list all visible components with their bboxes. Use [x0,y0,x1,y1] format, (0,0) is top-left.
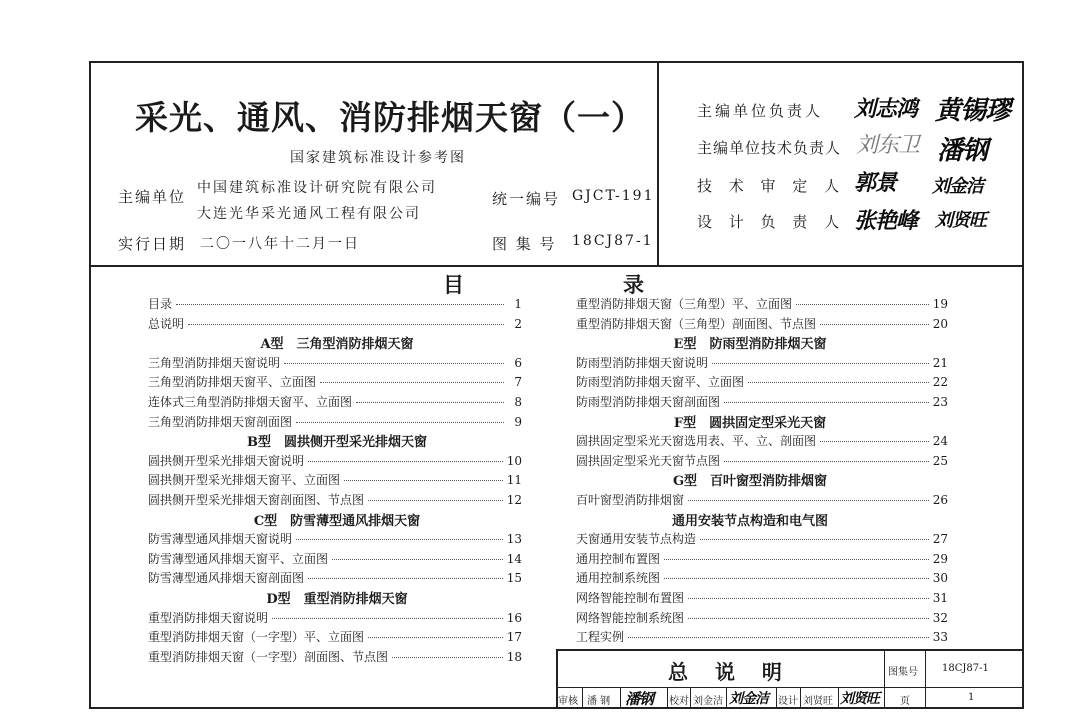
toc-entry-page: 22 [932,375,948,390]
signature: 刘贤旺 [935,210,986,231]
toc-entry-page: 13 [506,532,522,547]
toc-entry[interactable] [576,374,948,390]
toc-entry[interactable] [148,296,522,312]
toc-entry-page: 25 [932,453,948,468]
signature: 黄锡璆 [935,96,1011,126]
toc-entry[interactable] [576,355,948,371]
toc-entry-title: 百叶窗型消防排烟窗 [576,493,685,507]
toc-leader-dots [688,500,929,501]
toc-entry[interactable] [576,316,948,332]
toc-entry-title: 重型消防排烟天窗（三角型）剖面图、节点图 [576,316,817,331]
toc-leader-dots [628,637,929,638]
toc-leader-dots [820,324,929,325]
toc-entry-page: 17 [506,630,522,645]
toc-entry-title: 防雪薄型通风排烟天窗剖面图 [148,571,305,586]
toc-entry-title: 圆拱固定型采光天窗节点图 [576,453,721,468]
toc-entry-page: 33 [932,630,948,645]
drawing-name: 总 说 明 [668,660,792,684]
page-label: 页 [900,696,910,707]
toc-leader-dots [664,559,929,560]
toc-entry[interactable] [576,629,948,645]
toc-entry-title: 连体式三角型消防排烟天窗平、立面图 [148,395,353,409]
toc-leader-dots [700,539,929,540]
toc-entry-page: 10 [506,453,522,468]
toc-entry-page: 26 [932,493,948,507]
toc-leader-dots [664,578,929,579]
signature: 郭景 [854,170,897,196]
toc-entry-title: 重型消防排烟天窗说明 [148,610,269,625]
serial-value: GJCT-191 [572,188,655,204]
toc-leader-dots [188,324,504,325]
toc-entry[interactable] [148,355,522,371]
toc-entry-page: 21 [932,355,948,370]
atlas-label: 图 集 号 [492,235,557,253]
toc-entry-page: 6 [514,355,522,370]
toc-leader-dots [368,500,503,501]
toc-entry-page: 11 [506,473,522,488]
toc-entry-page: 29 [932,551,948,566]
toc-entry[interactable] [148,394,522,410]
toc-leader-dots [296,422,504,423]
editor-label: 主编单位 [118,188,187,206]
toc-entry-title: 重型消防排烟天窗（一字型）剖面图、节点图 [148,649,389,664]
date-label: 实行日期 [118,235,187,253]
toc-leader-dots [688,618,929,619]
toc-entry-page: 15 [506,571,522,586]
atlas-value: 18CJ87-1 [572,233,654,249]
page-value: 1 [968,692,975,703]
toc-leader-dots [308,578,503,579]
tb-atlas-label: 图集号 [888,667,918,678]
toc-entry-page: 27 [932,532,948,547]
header-vertical-divider [657,61,659,267]
resp-label: 技 术 审 定 人 [697,177,846,195]
toc-entry-page: 30 [932,571,948,586]
toc-entry-title: 圆拱侧开型采光排烟天窗剖面图、节点图 [148,493,365,507]
toc-entry-page: 31 [932,591,948,605]
toc-entry-title: 工程实例 [576,630,625,645]
toc-entry[interactable] [148,374,522,390]
toc-leader-dots [356,402,504,403]
toc-leader-dots [392,657,503,658]
toc-section-heading: B型 圆拱侧开型采光排烟天窗 [247,435,427,451]
document-subtitle: 国家建筑标准设计参考图 [290,150,466,166]
toc-leader-dots [724,402,929,403]
toc-entry-page: 9 [514,414,522,429]
toc-entry-title: 防雨型消防排烟天窗说明 [576,355,709,370]
toc-heading-left: 目 [443,272,464,297]
toc-entry-page: 12 [506,493,522,507]
resp-label: 主编单位负责人 [697,102,824,120]
toc-leader-dots [284,363,504,364]
toc-entry-title: 防雪薄型通风排烟天窗平、立面图 [148,551,329,566]
toc-entry[interactable] [148,316,522,332]
toc-leader-dots [308,461,503,462]
toc-entry[interactable] [576,453,948,469]
toc-entry[interactable] [148,414,522,430]
toc-entry-title: 通用控制布置图 [576,551,661,566]
signature: 刘东卫 [856,133,920,158]
editor-name-1: 中国建筑标准设计研究院有限公司 [197,180,437,196]
review-name: 潘 钢 [587,696,611,707]
toc-leader-dots [272,618,503,619]
editor-name-2: 大连光华采光通风工程有限公司 [197,206,421,222]
toc-leader-dots [296,539,503,540]
document-title: 采光、通风、消防排烟天窗（一） [135,98,645,137]
signature: 潘钢 [625,690,654,708]
toc-entry-title: 三角型消防排烟天窗说明 [148,355,281,370]
toc-section-heading: A型 三角型消防排烟天窗 [260,337,414,353]
toc-entry-title: 三角型消防排烟天窗平、立面图 [148,375,317,390]
toc-entry-page: 14 [506,551,522,566]
toc-entry[interactable] [148,649,522,665]
toc-entry[interactable] [148,492,522,508]
toc-entry-title: 防雪薄型通风排烟天窗说明 [148,532,293,547]
frame-left [89,61,91,709]
check-label: 校对 [669,696,689,707]
signature: 刘贤旺 [840,691,879,707]
toc-entry[interactable] [148,570,522,586]
toc-entry[interactable] [148,472,522,488]
toc-entry-page: 2 [514,316,522,331]
toc-section-heading: E型 防雨型消防排烟天窗 [673,337,827,353]
toc-section-heading: C型 防雪薄型通风排烟天窗 [253,513,421,529]
signature: 刘金洁 [932,176,983,197]
toc-entry-title: 网络智能控制布置图 [576,591,685,605]
toc-leader-dots [176,304,504,305]
toc-entry-title: 目录 [148,297,173,311]
serial-label: 统一编号 [492,190,561,208]
check-name: 刘金洁 [693,696,723,707]
toc-entry-title: 网络智能控制系统图 [576,610,685,625]
toc-entry-page: 7 [514,375,522,390]
toc-entry[interactable] [576,492,948,508]
toc-entry[interactable] [148,551,522,567]
toc-leader-dots [332,559,503,560]
toc-entry-page: 1 [514,297,522,311]
toc-entry[interactable] [576,394,948,410]
signature: 刘金洁 [729,691,768,707]
toc-entry-title: 防雨型消防排烟天窗平、立面图 [576,375,745,390]
toc-entry[interactable] [576,610,948,626]
toc-entry[interactable] [576,531,948,547]
toc-entry[interactable] [576,570,948,586]
toc-entry-page: 32 [932,610,948,625]
toc-entry-title: 重型消防排烟天窗（三角型）平、立面图 [576,297,793,311]
resp-label: 主编单位技术负责人 [697,139,842,157]
toc-leader-dots [724,461,929,462]
toc-entry-title: 圆拱侧开型采光排烟天窗说明 [148,453,305,468]
toc-entry-title: 天窗通用安装节点构造 [576,532,697,547]
toc-entry-title: 圆拱侧开型采光排烟天窗平、立面图 [148,473,341,488]
toc-entry[interactable] [576,433,948,449]
toc-entry[interactable] [576,590,948,606]
toc-entry[interactable] [576,551,948,567]
toc-entry[interactable] [148,453,522,469]
toc-entry[interactable] [148,629,522,645]
toc-leader-dots [688,598,929,599]
toc-entry-page: 18 [506,649,522,664]
toc-section-heading: G型 百叶窗型消防排烟窗 [672,474,828,490]
toc-entry-page: 8 [514,395,522,409]
toc-leader-dots [320,382,504,383]
toc-entry[interactable] [148,610,522,626]
frame-top [89,61,1024,63]
frame-right [1022,61,1024,709]
toc-entry-page: 20 [932,316,948,331]
toc-entry-title: 总说明 [148,316,185,331]
toc-section-heading: F型 圆拱固定型采光天窗 [673,415,827,431]
toc-heading-right: 录 [623,272,644,297]
design-label: 设计 [778,696,798,707]
toc-leader-dots [796,304,929,305]
toc-leader-dots [820,441,929,442]
toc-entry[interactable] [148,531,522,547]
signature: 刘志鸿 [854,96,918,122]
design-name: 刘贤旺 [803,696,833,707]
header-divider [89,265,1024,267]
signature: 张艳峰 [854,208,918,234]
toc-entry-title: 防雨型消防排烟天窗剖面图 [576,395,721,409]
toc-entry-page: 23 [932,395,948,409]
toc-entry-page: 24 [932,434,948,449]
toc-entry-page: 19 [932,297,948,311]
date-value: 二〇一八年十二月一日 [200,236,360,252]
toc-section-heading: D型 重型消防排烟天窗 [266,592,408,607]
toc-entry-title: 三角型消防排烟天窗剖面图 [148,414,293,429]
signature: 潘钢 [937,136,988,166]
toc-entry-title: 通用控制系统图 [576,571,661,586]
tb-atlas-value: 18CJ87-1 [942,663,989,674]
toc-leader-dots [344,480,503,481]
toc-entry-page: 16 [506,610,522,625]
toc-entry-title: 圆拱固定型采光天窗选用表、平、立、剖面图 [576,434,817,449]
toc-entry[interactable] [576,296,948,312]
toc-leader-dots [368,637,503,638]
toc-section-heading: 通用安装节点构造和电气图 [671,513,829,529]
resp-label: 设 计 负 责 人 [697,213,846,231]
toc-leader-dots [712,363,929,364]
toc-leader-dots [748,382,929,383]
toc-entry-title: 重型消防排烟天窗（一字型）平、立面图 [148,630,365,645]
review-label: 审核 [558,696,578,707]
